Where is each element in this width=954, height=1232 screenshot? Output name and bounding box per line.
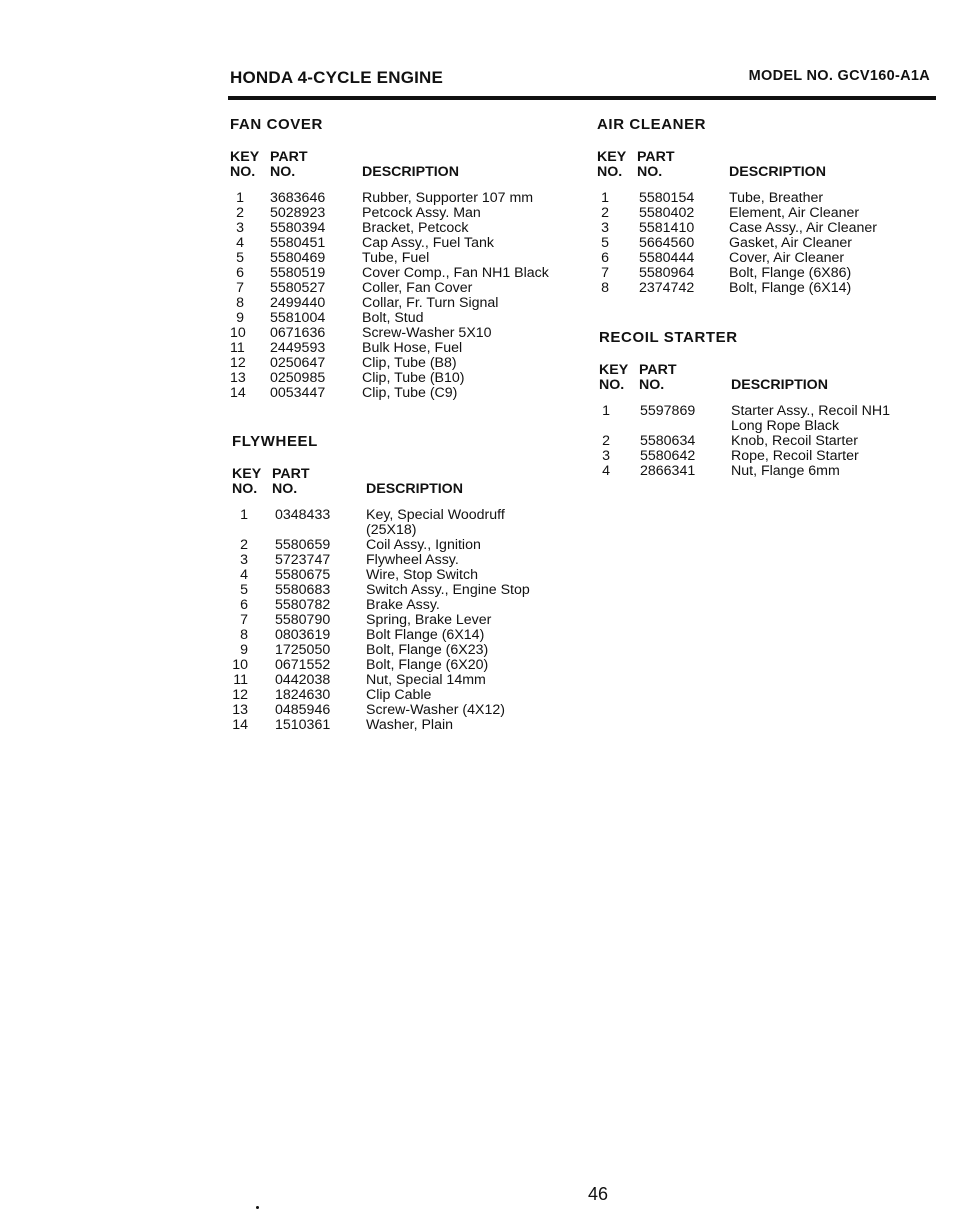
parts-list — [232, 508, 582, 733]
part-description: Clip Cable — [366, 687, 432, 703]
key-number: 7 — [240, 612, 248, 628]
part-description: Screw-Washer (4X12) — [366, 702, 506, 718]
part-number: 0671636 — [270, 325, 326, 341]
key-number: 5 — [601, 235, 609, 251]
part-description: Brake Assy. — [366, 597, 440, 613]
parts-row — [230, 251, 580, 266]
key-header: KEY — [232, 466, 262, 482]
key-number: 2 — [236, 205, 244, 221]
part-number: 3683646 — [270, 190, 326, 206]
parts-row — [232, 583, 582, 598]
part-number: 5580527 — [270, 280, 326, 296]
key-number: 4 — [240, 567, 248, 583]
key-number: 10 — [230, 325, 246, 341]
parts-row — [232, 718, 582, 733]
parts-row — [230, 326, 580, 341]
part-description: Gasket, Air Cleaner — [729, 235, 853, 251]
key-header-no: NO. — [597, 164, 623, 180]
part-description: Nut, Special 14mm — [366, 672, 486, 688]
stray-mark — [256, 1206, 259, 1209]
parts-row — [232, 553, 582, 568]
part-description: Bolt, Flange (6X14) — [729, 280, 852, 296]
part-header: PART — [639, 362, 677, 378]
part-number: 0053447 — [270, 385, 326, 401]
parts-row — [230, 341, 580, 356]
key-number: 8 — [601, 280, 609, 296]
part-number: 0803619 — [275, 627, 331, 643]
part-number: 2499440 — [270, 295, 326, 311]
key-number: 5 — [236, 250, 244, 266]
part-number: 5597869 — [640, 403, 696, 419]
parts-row — [597, 236, 927, 251]
part-number: 2374742 — [639, 280, 695, 296]
parts-row — [232, 598, 582, 613]
column-header — [230, 150, 580, 180]
key-number: 12 — [230, 355, 246, 371]
part-number: 5580790 — [275, 612, 331, 628]
part-number: 5723747 — [275, 552, 331, 568]
part-description: Bolt Flange (6X14) — [366, 627, 485, 643]
parts-row — [599, 434, 929, 449]
key-header-no: NO. — [232, 481, 258, 497]
key-number: 6 — [601, 250, 609, 266]
part-description: Knob, Recoil Starter — [731, 433, 858, 449]
part-description: Nut, Flange 6mm — [731, 463, 840, 479]
key-number: 1 — [602, 403, 610, 419]
part-description: Cover Comp., Fan NH1 Black — [362, 265, 549, 281]
fan-cover-section — [230, 117, 580, 401]
key-number: 4 — [602, 463, 610, 479]
part-description-continued: Long Rope Black — [731, 418, 840, 434]
part-header-no: NO. — [270, 164, 296, 180]
description-header: DESCRIPTION — [731, 377, 828, 393]
key-number: 8 — [236, 295, 244, 311]
parts-row — [230, 311, 580, 326]
part-number: 0671552 — [275, 657, 331, 673]
key-header-no: NO. — [230, 164, 256, 180]
part-description: Rope, Recoil Starter — [731, 448, 859, 464]
parts-row — [597, 281, 927, 296]
description-header: DESCRIPTION — [362, 164, 459, 180]
key-number: 3 — [601, 220, 609, 236]
key-number: 3 — [236, 220, 244, 236]
part-description: Starter Assy., Recoil NH1 — [731, 403, 890, 419]
part-description: Clip, Tube (C9) — [362, 385, 458, 401]
part-description-continued: (25X18) — [366, 522, 417, 538]
key-number: 2 — [602, 433, 610, 449]
parts-row — [230, 266, 580, 281]
part-number: 0485946 — [275, 702, 331, 718]
part-number: 5580451 — [270, 235, 326, 251]
part-header-no: NO. — [272, 481, 298, 497]
key-number: 1 — [236, 190, 244, 206]
key-number: 13 — [232, 702, 248, 718]
part-description: Bolt, Flange (6X20) — [366, 657, 489, 673]
part-header: PART — [270, 149, 308, 165]
part-number: 5580154 — [639, 190, 695, 206]
key-header: KEY — [599, 362, 629, 378]
part-description: Element, Air Cleaner — [729, 205, 860, 221]
key-number: 9 — [240, 642, 248, 658]
parts-row — [232, 688, 582, 703]
part-number: 0250985 — [270, 370, 326, 386]
part-description: Tube, Fuel — [362, 250, 430, 266]
parts-row — [230, 371, 580, 386]
part-number: 5580634 — [640, 433, 696, 449]
parts-row — [597, 266, 927, 281]
parts-row — [230, 221, 580, 236]
section-title: FAN COVER — [230, 116, 323, 133]
part-description: Collar, Fr. Turn Signal — [362, 295, 499, 311]
part-number: 5580964 — [639, 265, 695, 281]
part-header-no: NO. — [637, 164, 663, 180]
parts-row — [230, 281, 580, 296]
part-number: 5581004 — [270, 310, 326, 326]
description-header: DESCRIPTION — [729, 164, 826, 180]
key-number: 6 — [240, 597, 248, 613]
parts-row — [232, 538, 582, 553]
part-description: Bracket, Petcock — [362, 220, 469, 236]
parts-row — [599, 464, 929, 479]
part-number: 5580394 — [270, 220, 326, 236]
parts-row — [232, 613, 582, 628]
part-number: 0250647 — [270, 355, 326, 371]
section-title: AIR CLEANER — [597, 116, 707, 133]
part-description: Clip, Tube (B8) — [362, 355, 457, 371]
key-number: 14 — [232, 717, 248, 733]
part-header-no: NO. — [639, 377, 665, 393]
part-number: 5580469 — [270, 250, 326, 266]
part-description: Clip, Tube (B10) — [362, 370, 465, 386]
header-rule — [228, 96, 936, 100]
key-number: 2 — [601, 205, 609, 221]
parts-row — [230, 356, 580, 371]
parts-row — [599, 404, 929, 434]
parts-row — [230, 296, 580, 311]
part-number: 2449593 — [270, 340, 326, 356]
key-number: 12 — [232, 687, 248, 703]
part-description: Washer, Plain — [366, 717, 454, 733]
key-number: 6 — [236, 265, 244, 281]
part-number: 2866341 — [640, 463, 696, 479]
part-number: 5580683 — [275, 582, 331, 598]
part-description: Cover, Air Cleaner — [729, 250, 845, 266]
parts-row — [232, 673, 582, 688]
part-number: 5664560 — [639, 235, 695, 251]
column-header — [597, 150, 927, 180]
part-number: 5580519 — [270, 265, 326, 281]
part-number: 5580782 — [275, 597, 331, 613]
part-description: Rubber, Supporter 107 mm — [362, 190, 534, 206]
part-description: Flywheel Assy. — [366, 552, 459, 568]
section-title: FLYWHEEL — [232, 433, 318, 450]
parts-row — [232, 643, 582, 658]
flywheel-section — [232, 434, 582, 733]
part-number: 1824630 — [275, 687, 331, 703]
key-number: 7 — [236, 280, 244, 296]
parts-row — [599, 449, 929, 464]
part-number: 5580659 — [275, 537, 331, 553]
parts-row — [230, 206, 580, 221]
key-header: KEY — [597, 149, 627, 165]
parts-row — [232, 658, 582, 673]
key-number: 2 — [240, 537, 248, 553]
part-description: Case Assy., Air Cleaner — [729, 220, 877, 236]
part-description: Bolt, Flange (6X86) — [729, 265, 852, 281]
key-header: KEY — [230, 149, 260, 165]
key-number: 14 — [230, 385, 246, 401]
key-number: 5 — [240, 582, 248, 598]
key-header-no: NO. — [599, 377, 625, 393]
description-header: DESCRIPTION — [366, 481, 463, 497]
part-number: 5580642 — [640, 448, 696, 464]
part-description: Switch Assy., Engine Stop — [366, 582, 530, 598]
key-number: 1 — [601, 190, 609, 206]
part-number: 1725050 — [275, 642, 331, 658]
parts-row — [597, 221, 927, 236]
key-number: 7 — [601, 265, 609, 281]
key-number: 3 — [240, 552, 248, 568]
page-number: 46 — [588, 1184, 609, 1204]
parts-row — [232, 703, 582, 718]
part-description: Spring, Brake Lever — [366, 612, 492, 628]
part-number: 5580675 — [275, 567, 331, 583]
parts-list — [230, 191, 580, 401]
part-number: 1510361 — [275, 717, 331, 733]
model-number: MODEL NO. GCV160-A1A — [748, 68, 930, 84]
part-header: PART — [272, 466, 310, 482]
parts-row — [232, 628, 582, 643]
part-header: PART — [637, 149, 675, 165]
part-description: Screw-Washer 5X10 — [362, 325, 492, 341]
parts-row — [232, 508, 582, 538]
parts-row — [597, 251, 927, 266]
section-title: RECOIL STARTER — [599, 329, 738, 346]
part-description: Bolt, Flange (6X23) — [366, 642, 489, 658]
part-description: Bolt, Stud — [362, 310, 424, 326]
page-title: HONDA 4-CYCLE ENGINE — [230, 68, 444, 87]
key-number: 13 — [230, 370, 246, 386]
parts-row — [597, 206, 927, 221]
air-cleaner-section — [597, 117, 927, 296]
column-header — [232, 467, 582, 497]
parts-row — [230, 191, 580, 206]
key-number: 11 — [233, 672, 248, 688]
key-number: 10 — [232, 657, 248, 673]
part-description: Coil Assy., Ignition — [366, 537, 481, 553]
part-description: Key, Special Woodruff — [366, 507, 505, 523]
key-number: 4 — [236, 235, 244, 251]
part-number: 0348433 — [275, 507, 331, 523]
parts-row — [230, 236, 580, 251]
key-number: 1 — [240, 507, 248, 523]
key-number: 8 — [240, 627, 248, 643]
column-header — [599, 363, 929, 393]
part-description: Coller, Fan Cover — [362, 280, 473, 296]
key-number: 3 — [602, 448, 610, 464]
parts-list — [599, 404, 929, 479]
part-number: 0442038 — [275, 672, 331, 688]
part-description: Tube, Breather — [729, 190, 824, 206]
part-number: 5580444 — [639, 250, 695, 266]
key-number: 9 — [236, 310, 244, 326]
parts-row — [230, 386, 580, 401]
part-description: Bulk Hose, Fuel — [362, 340, 463, 356]
parts-list — [597, 191, 927, 296]
parts-row — [232, 568, 582, 583]
part-number: 5028923 — [270, 205, 326, 221]
recoil-starter-section — [599, 330, 929, 479]
parts-row — [597, 191, 927, 206]
key-number: 11 — [230, 340, 245, 356]
part-description: Wire, Stop Switch — [366, 567, 478, 583]
part-number: 5581410 — [639, 220, 695, 236]
part-description: Petcock Assy. Man — [362, 205, 481, 221]
part-number: 5580402 — [639, 205, 695, 221]
part-description: Cap Assy., Fuel Tank — [362, 235, 494, 251]
